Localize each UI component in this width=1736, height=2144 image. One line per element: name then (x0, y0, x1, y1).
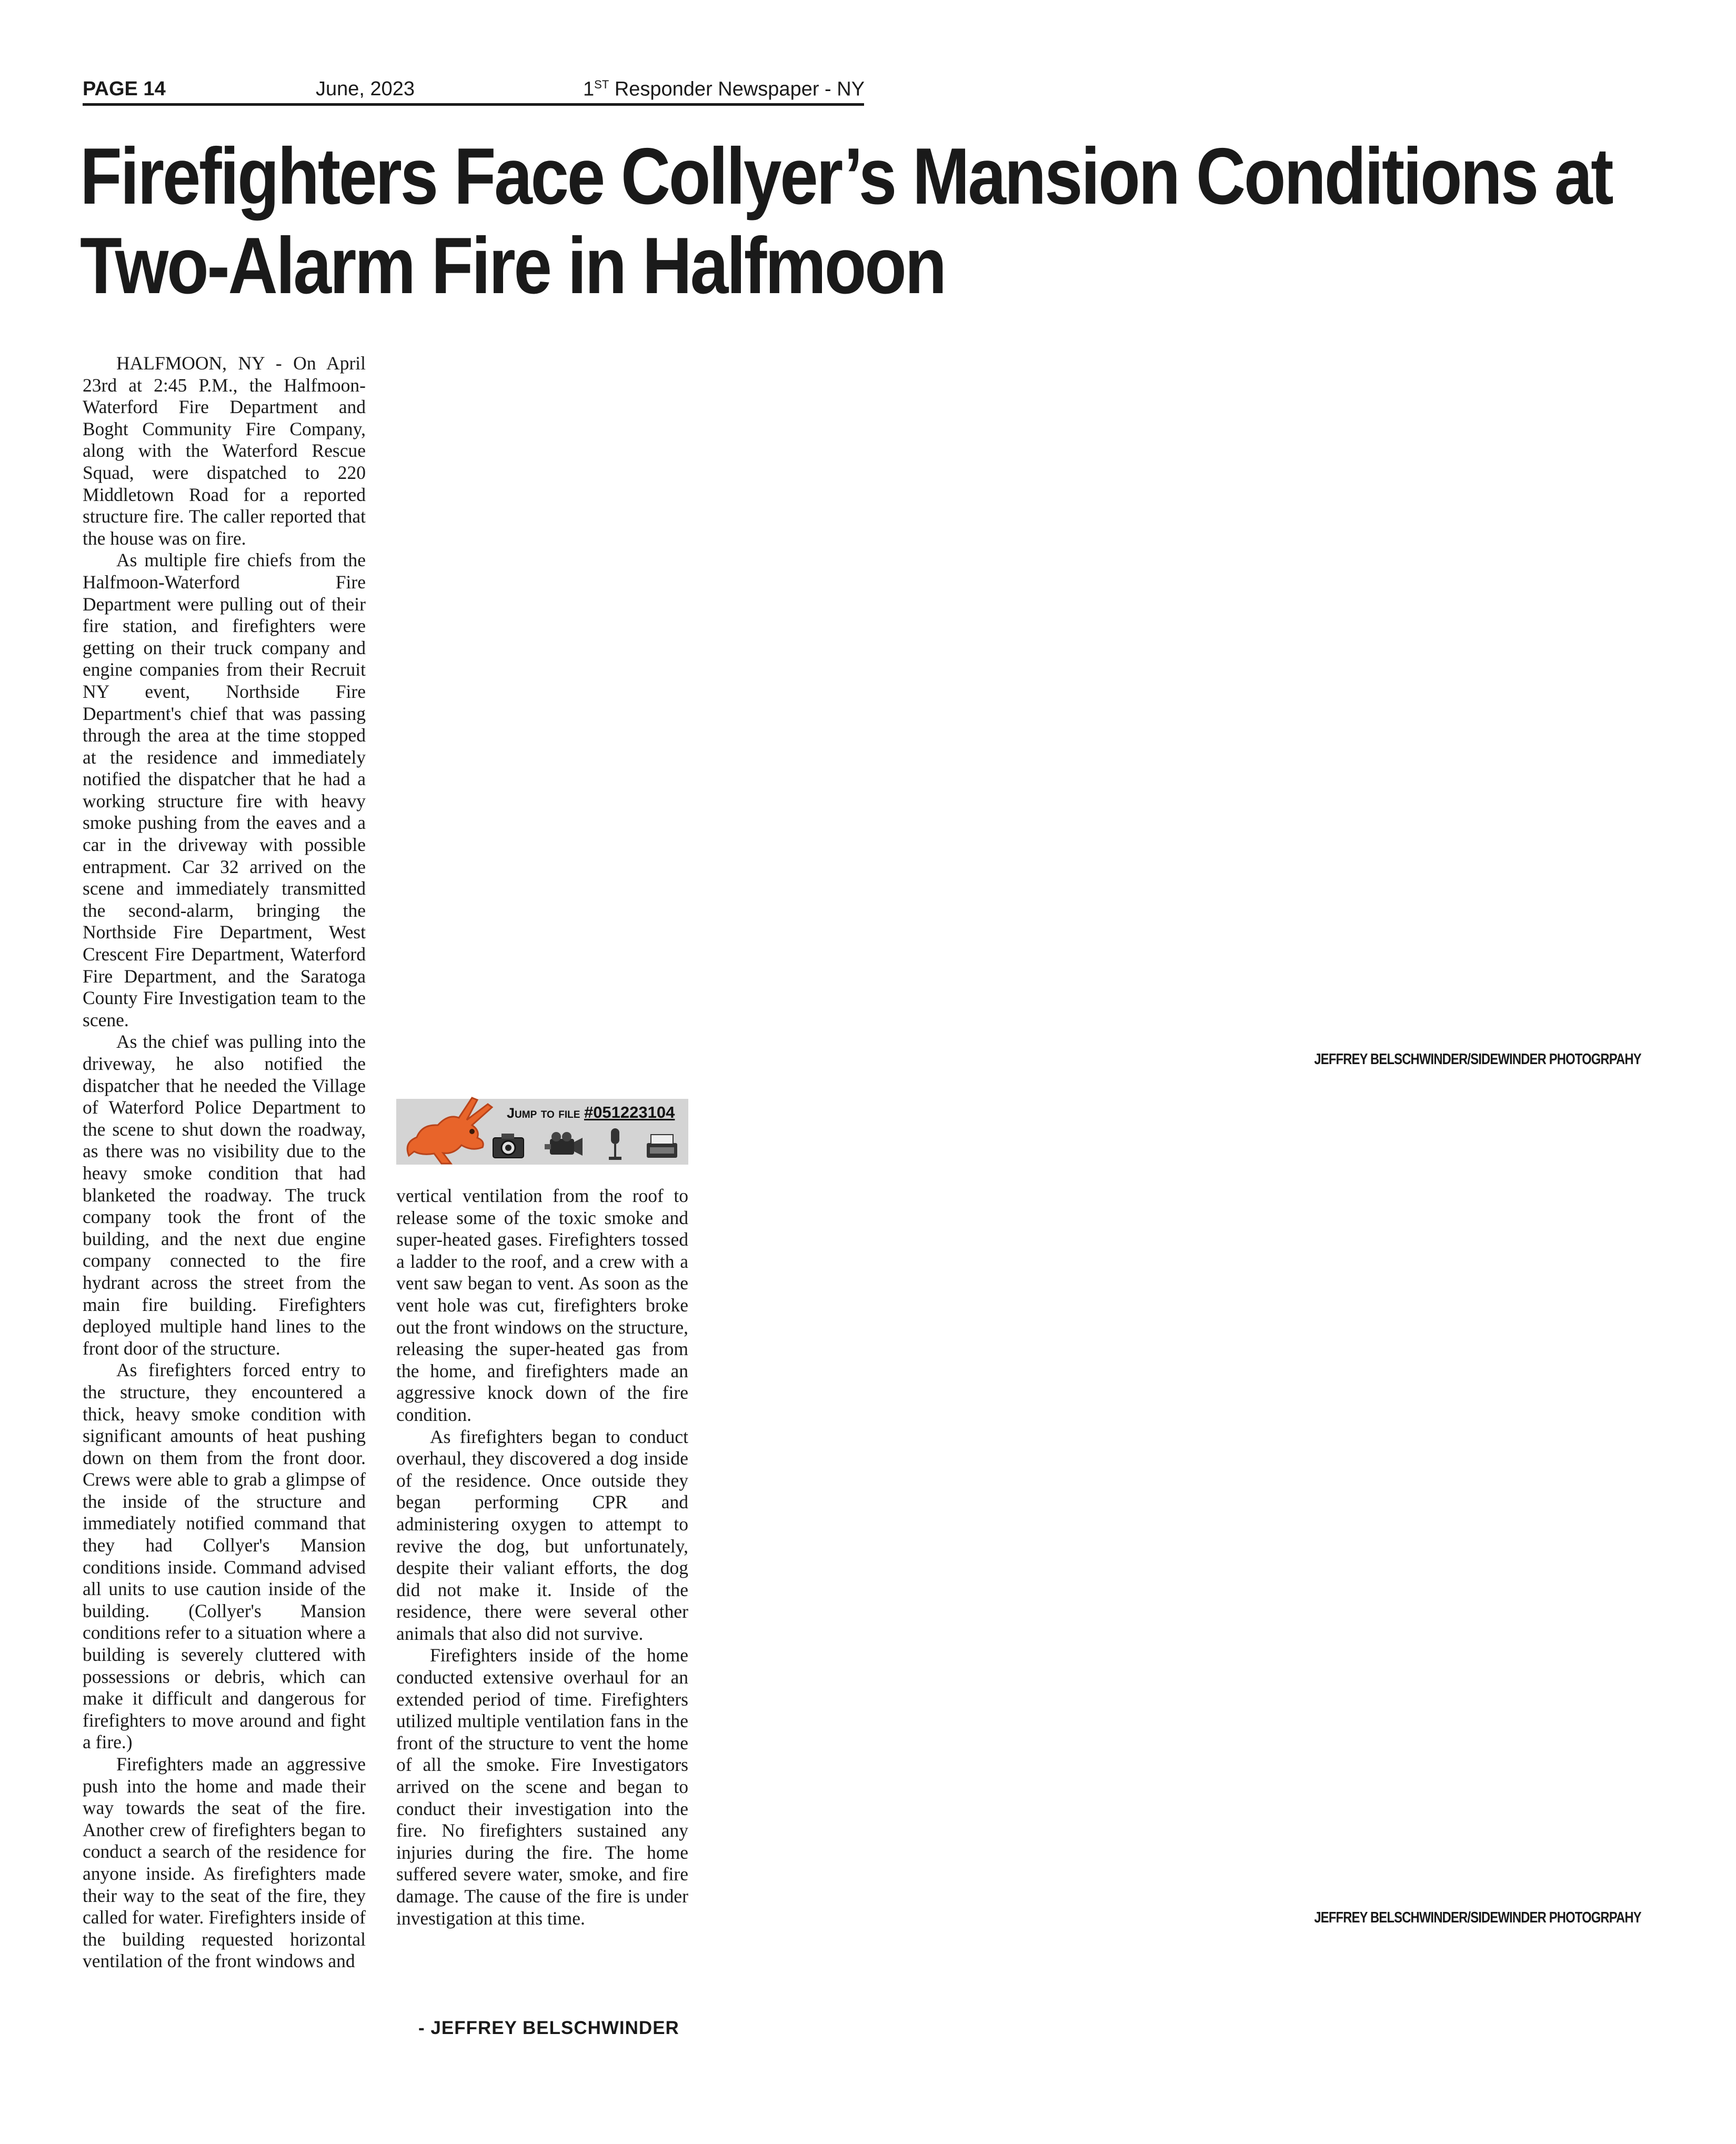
article-paragraph: As multiple fire chiefs from the Halfmoon-Waterford Fire Department were pulling out of their fire station, and firefighters were getting on their truck company and engine companies from their Recruit NY event, Northside Fire Department's chief that was passing through the area at the time stopped at the residence and immediately notified the dispatcher that he had a working structure fire with heavy smoke pushing from the eaves and a car in the driveway with possible entrapment. Car 32 arrived on the scene and immediately transmitted the second-alarm, bringing the Northside Fire Department, West Crescent Fire Department, Waterford Fire Department, and the Saratoga County Fire Investigation team to the scene. (83, 549, 366, 1030)
photo-credit: JEFFREY BELSCHWINDER/SIDEWINDER PHOTOGRPAHY (1314, 1051, 1641, 1068)
article-column-1 (83, 353, 366, 1972)
publication-rest: Responder Newspaper - NY (609, 78, 865, 101)
article-byline: - JEFFREY BELSCHWINDER (418, 2018, 679, 2038)
publication-prefix: 1 (583, 78, 595, 101)
article-column-2 (396, 1185, 688, 1929)
headline-line-1: Firefighters Face Collyer’s Mansion Conditions at (80, 132, 1612, 221)
typewriter-icon[interactable] (644, 1131, 680, 1161)
publication-superscript: ST (594, 78, 609, 91)
camera-icon[interactable] (490, 1130, 527, 1160)
article-paragraph: As firefighters forced entry to the structure, they encountered a thick, heavy smoke condition with significant amounts of heat pushing down on them from the front door. Crews were able to grab a glimpse of the inside of the structure and immediately notified command that they had Collyer's Mansion conditions inside. Command advised all units to use caution inside of the building. (Collyer's Mansion conditions refer to a situation where a building is severely cluttered with possessions or debris, which can make it difficult and dangerous for firefighters to move around and fight a fire.) (83, 1359, 366, 1753)
article-paragraph: As firefighters began to conduct overhaul, they discovered a dog inside of the residence. Once outside they began performing CPR and administering oxygen to attempt to revive the dog, but unfortunately, despite their valiant efforts, the dog did not make it. Inside of the residence, there were several other animals that also did not survive. (396, 1426, 688, 1644)
publication-name (583, 78, 865, 101)
article-paragraph: Firefighters made an aggressive push into the home and made their way towards the seat of the fire. Another crew of firefighters began to conduct a search of the residence for anyone inside. As firefighters made their way to the seat of the fire, they called for water. Firefighters inside of the building requested horizontal ventilation of the front windows and (83, 1754, 366, 1972)
article-paragraph: As the chief was pulling into the driveway, he also notified the dispatcher that he needed the Village of Waterford Police Department to the scene to shut down the roadway, as there was no visibility due to the heavy smoke condition that had blanketed the roadway. The truck company took the front of the building, and the next due engine company connected to the fire hydrant across the street from the main fire building. Firefighters deployed multiple hand lines to the front door of the structure. (83, 1031, 366, 1359)
article-paragraph: Firefighters inside of the home conducted extensive overhaul for an extended period of time. Firefighters utilized multiple ventilation fans in the front of the structure to vent the home of all the smoke. Fire Investigators arrived on the scene and began to conduct their investigation into the fire. No firefighters sustained any injuries during the fire. The home suffered severe water, smoke, and fire damage. The cause of the fire is under investigation at this time. (396, 1645, 688, 1929)
jump-file-code[interactable]: #051223104 (584, 1103, 675, 1121)
issue-date: June, 2023 (316, 78, 415, 100)
photo-credit: JEFFREY BELSCHWINDER/SIDEWINDER PHOTOGRPAHY (1314, 1909, 1641, 1926)
header-rule (83, 103, 864, 106)
article-paragraph: HALFMOON, NY - On April 23rd at 2:45 P.M., the Halfmoon-Waterford Fire Department and Boght Community Fire Company, along with the Waterford Rescue Squad, were dispatched to 220 Middletown Road for a reported structure fire. The caller reported that the house was on fire. (83, 353, 366, 549)
headline (80, 132, 1612, 310)
headline-line-2: Two-Alarm Fire in Halfmoon (80, 221, 945, 310)
jump-label: Jump to file (507, 1105, 584, 1121)
jump-to-file-box[interactable] (396, 1099, 688, 1165)
video-camera-icon[interactable] (543, 1130, 585, 1160)
microphone-icon[interactable] (605, 1127, 626, 1161)
jump-to-file-label (507, 1103, 675, 1122)
rabbit-logo-icon (393, 1093, 498, 1166)
article-paragraph: vertical ventilation from the roof to release some of the toxic smoke and super-heated gases. Firefighters tossed a ladder to the roof, and a crew with a vent saw began to vent. As soon as the vent hole was cut, firefighters broke out the front windows on the structure, releasing the super-heated gas from the home, and firefighters made an aggressive knock down of the fire condition. (396, 1185, 688, 1425)
page-number: PAGE 14 (83, 78, 166, 100)
